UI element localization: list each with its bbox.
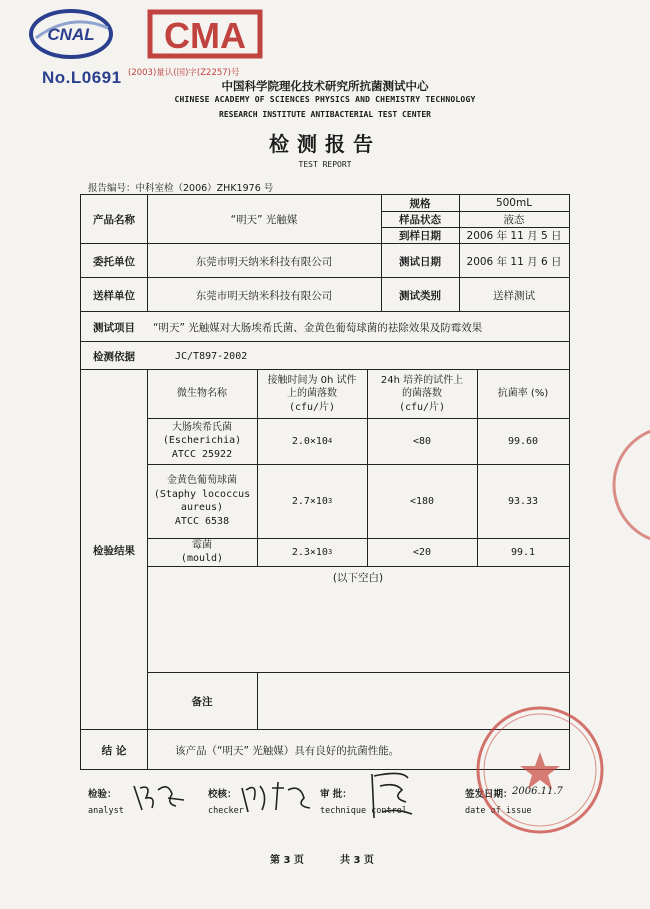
c0-mantissa: 2.3×10: [291, 546, 328, 558]
item-value: “明天” 光触媒对大肠埃希氏菌、金黄色葡萄球菌的祛除效果及防霉效果: [153, 321, 483, 334]
c0-exponent: 4: [327, 437, 333, 445]
row-product: [81, 195, 569, 243]
org-name-en-1: CHINESE ACADEMY OF SCIENCES PHYSICS AND CHEMISTRY TECHNOLOGY: [174, 95, 476, 104]
cma-logo: [146, 8, 264, 60]
result-c0-ecoli: [257, 418, 367, 464]
approver-signature: [362, 768, 422, 822]
report-title: 检测报告: [269, 132, 381, 156]
approver-label: 审 批：: [320, 789, 352, 800]
issue-date-label: 签发日期：: [465, 789, 513, 800]
cnal-mark: CNAL: [47, 25, 95, 44]
org-name-en-2: RESEARCH INSTITUTE ANTIBACTERIAL TEST CENTER: [219, 110, 431, 119]
test-date-label: 测试日期: [399, 255, 441, 268]
cnal-logo: [28, 8, 114, 60]
row-test-item: [81, 311, 569, 342]
checker-label: 校核：: [208, 789, 237, 800]
org-name-cn: 中国科学院理化技术研究所抗菌测试中心: [221, 79, 429, 93]
col-c0-header-line1: 接触时间为 0h 试件: [267, 374, 357, 386]
client-value: 东莞市明天纳米科技有限公司: [195, 255, 333, 268]
result-c0-mould: [257, 538, 367, 566]
row-sender: [81, 277, 569, 312]
result-rate-ecoli: 99.60: [507, 435, 539, 447]
issue-seal-stamp: [470, 700, 610, 840]
cma-mark: CMA: [164, 15, 246, 56]
sender-value: 东莞市明天纳米科技有限公司: [195, 289, 333, 302]
state-value: 液态: [503, 213, 525, 226]
result-c0-staph: [257, 464, 367, 538]
analyst-label: 检验：: [88, 789, 117, 800]
spec-label: 规格: [409, 197, 431, 210]
spec-value: 500mL: [495, 197, 533, 209]
result-label: 检验结果: [93, 544, 135, 557]
c0-mantissa: 2.0×10: [291, 435, 328, 447]
result-c24-staph: <180: [409, 495, 435, 507]
organism-line: ATCC 25922: [171, 448, 233, 460]
report-number: 报告编号：中科室检（2006）ZHK1976 号: [88, 183, 274, 194]
row-results: [81, 369, 569, 730]
cnal-number: No.L0691: [42, 68, 122, 87]
conclusion-label: 结 论: [101, 744, 127, 757]
cma-cert-number: (2003)量认(国)字(Z2257)号: [128, 68, 240, 78]
col-c24-header-line3: (cfu/片): [398, 401, 446, 413]
col-c24-header-line2: 的菌落数: [402, 388, 442, 400]
result-organism-ecoli: [147, 418, 257, 464]
result-c24-ecoli: <80: [412, 435, 432, 447]
analyst-signature: [128, 776, 188, 816]
result-c24-mould: <20: [412, 546, 432, 558]
checker-label-en: checker: [208, 806, 244, 816]
organism-line: (Staphy lococcus: [153, 488, 251, 500]
remarks-label: 备注: [191, 695, 213, 708]
edge-seal-stamp: [606, 420, 650, 550]
organism-line: 霉菌: [192, 539, 212, 551]
report-table: [80, 194, 570, 770]
test-type-value: 送样测试: [493, 289, 535, 302]
blank-below-note: (以下空白): [332, 571, 384, 584]
col-c0-header: [257, 370, 367, 418]
item-label: 测试项目: [93, 321, 135, 334]
page-number: 第 3 页: [270, 855, 304, 866]
result-organism-staph: [147, 464, 257, 538]
conclusion-value: 该产品（“明天” 光触媒）具有良好的抗菌性能。: [175, 744, 400, 757]
organism-line: ATCC 6538: [174, 515, 230, 527]
issue-date-label-en: date of issue: [465, 806, 532, 816]
issue-date-handwritten: 2006.11.7: [512, 786, 563, 797]
product-value: “明天” 光触媒: [230, 213, 298, 226]
col-rate-header: 抗菌率 (%): [497, 388, 549, 400]
col-c24-header-line1: 24h 培养的试件上: [380, 374, 464, 386]
col-c24-header: [367, 370, 477, 418]
c0-exponent: 3: [327, 497, 333, 505]
checker-signature: [238, 776, 316, 816]
organism-line: 大肠埃希氏菌: [172, 421, 232, 433]
result-organism-mould: [147, 538, 257, 566]
total-pages: 共 3 页: [340, 855, 374, 866]
basis-label: 检测依据: [93, 350, 135, 363]
arrival-value: 2006 年 11 月 5 日: [466, 229, 562, 242]
test-date-value: 2006 年 11 月 6 日: [466, 255, 562, 268]
state-label: 样品状态: [399, 213, 441, 226]
basis-value: JC/T897-2002: [175, 350, 248, 362]
organism-line: 金黄色葡萄球菌: [167, 475, 237, 486]
test-type-label: 测试类别: [399, 289, 441, 302]
arrival-label: 到样日期: [399, 229, 441, 242]
col-c0-header-line3: (cfu/片): [288, 401, 336, 413]
organism-line: aureus): [180, 502, 224, 513]
result-rate-staph: 93.33: [507, 495, 539, 507]
report-subtitle: TEST REPORT: [298, 160, 352, 169]
row-basis: [81, 341, 569, 370]
c0-mantissa: 2.7×10: [291, 495, 328, 507]
organism-line: (Escherichia): [162, 435, 242, 447]
col-c0-header-line2: 上的菌落数: [287, 388, 337, 400]
col-organism-header: 微生物名称: [177, 388, 227, 400]
product-label: 产品名称: [93, 213, 135, 226]
organism-line: (mould): [180, 553, 224, 564]
approver-label-en: technique control: [320, 806, 407, 816]
c0-exponent: 3: [327, 548, 333, 556]
client-label: 委托单位: [93, 255, 135, 268]
row-client: [81, 243, 569, 278]
sender-label: 送样单位: [93, 289, 135, 302]
result-rate-mould: 99.1: [510, 546, 536, 558]
analyst-label-en: analyst: [88, 806, 124, 816]
